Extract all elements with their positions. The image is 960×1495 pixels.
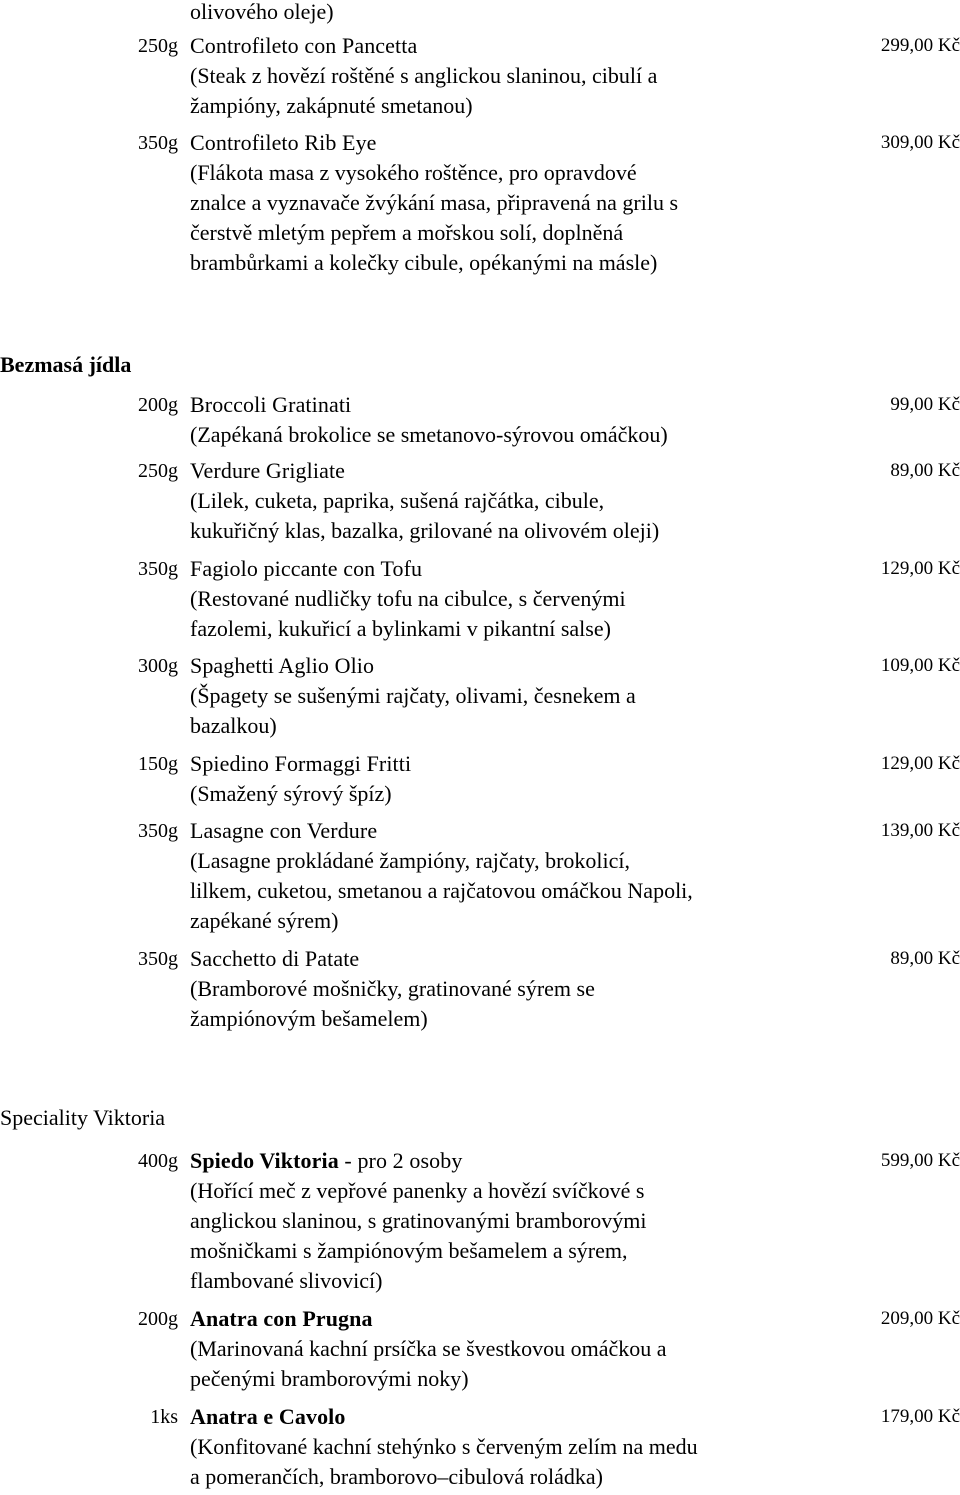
- item-description-line: zapékané sýrem): [190, 908, 339, 933]
- item-description-line: mošničkami s žampiónovým bešamelem a sýrem,: [190, 1238, 628, 1263]
- item-description-line: anglickou slaninou, s gratinovanými bramborovými: [190, 1208, 647, 1233]
- item-weight: 400g: [138, 1150, 178, 1172]
- item-price: 89,00 Kč: [890, 948, 960, 969]
- item-price: 129,00 Kč: [880, 558, 960, 579]
- item-description-line: pečenými bramborovými noky): [190, 1366, 469, 1391]
- item-weight: 350g: [138, 948, 178, 970]
- item-name: Verdure Grigliate: [190, 458, 346, 483]
- item-description-line: žampióny, zakápnuté smetanou): [190, 93, 473, 118]
- item-price: 209,00 Kč: [880, 1308, 960, 1329]
- item-description-line: (Bramborové mošničky, gratinované sýrem se: [190, 976, 595, 1001]
- item-description-line: (Flákota masa z vysokého roštěnce, pro opravdové: [190, 160, 637, 185]
- item-price: 109,00 Kč: [880, 655, 960, 676]
- item-weight: 200g: [138, 1308, 178, 1330]
- item-description-line: fazolemi, kukuřicí a bylinkami v pikantní salse): [190, 616, 611, 641]
- item-name-bold: Spiedo Viktoria: [190, 1148, 339, 1173]
- item-name: [190, 1146, 830, 1176]
- item-description-line: (Restované nudličky tofu na cibulce, s červenými: [190, 586, 626, 611]
- item-description-line: brambůrkami a kolečky cibule, opékanými na másle): [190, 250, 658, 275]
- item-name: Anatra e Cavolo: [190, 1404, 346, 1429]
- item-price: 179,00 Kč: [880, 1406, 960, 1427]
- item-description-line: flambované slivovicí): [190, 1268, 383, 1293]
- item-name: Lasagne con Verdure: [190, 818, 378, 843]
- item-description-line: (Lilek, cuketa, paprika, sušená rajčátka, cibule,: [190, 488, 605, 513]
- item-description-line: (Hořící meč z vepřové panenky a hovězí svíčkové s: [190, 1178, 645, 1203]
- item-weight: 250g: [138, 35, 178, 57]
- item-name: Spaghetti Aglio Olio: [190, 653, 375, 678]
- item-description-line: (Konfitované kachní stehýnko s červeným zelím na medu: [190, 1434, 698, 1459]
- item-description-line: olivového oleje): [190, 0, 334, 24]
- item-description-line: čerstvě mletým pepřem a mořskou solí, doplněná: [190, 220, 624, 245]
- item-description-line: (Steak z hovězí roštěné s anglickou slaninou, cibulí a: [190, 63, 658, 88]
- item-weight: 350g: [138, 558, 178, 580]
- item-description-line: a pomerančích, bramborovo–cibulová roládka): [190, 1464, 603, 1489]
- item-weight: 350g: [138, 132, 178, 154]
- item-price: 299,00 Kč: [880, 35, 960, 56]
- item-name: Sacchetto di Patate: [190, 946, 360, 971]
- item-price: 129,00 Kč: [880, 753, 960, 774]
- item-description-line: žampiónovým bešamelem): [190, 1006, 428, 1031]
- item-name-suffix: - pro 2 osoby: [338, 1148, 463, 1173]
- item-name: Anatra con Prugna: [190, 1306, 373, 1331]
- item-description-line: lilkem, cuketou, smetanou a rajčatovou omáčkou Napoli,: [190, 878, 693, 903]
- item-name: Fagiolo piccante con Tofu: [190, 556, 423, 581]
- item-weight: 200g: [138, 394, 178, 416]
- item-name: Controfileto con Pancetta: [190, 33, 418, 58]
- item-price: 139,00 Kč: [880, 820, 960, 841]
- item-price: 309,00 Kč: [880, 132, 960, 153]
- item-price: 599,00 Kč: [880, 1150, 960, 1171]
- menu-page: olivového oleje) 250g Controfileto con Pancetta (Steak z hovězí roštěné s anglickou slaninou, cibulí a žampióny, zakápnuté smetanou) 299,00 Kč 350g Controfileto Rib Eye (Flákota masa z vysokého roštěnce, pro opravdové znalce a vyznavače žvýkání masa, připravená na grilu s čerstvě mletým pepřem a mořskou solí, doplněná brambůrkami a kolečky cibule, opékanými na másle) 309,00 Kč Bezmasá jídla 200g Broccoli Gratinati (Zapékaná brokolice se smetanovo-sýrovou omáčkou) 99,00 Kč 250g Verdure Grigliate (Lilek, cuketa, paprika, sušená rajčátka, cibule, kukuřičný klas, bazalka, grilované na olivovém oleji) 89,00 Kč 350g Fagiolo piccante con Tofu (Restované nudličky tofu na cibulce, s červenými fazolemi, kukuřicí a bylinkami v pikantní salse) 129,00 Kč 300g Spaghetti Aglio Olio (Špagety se sušenými rajčaty, olivami, česnekem a bazalkou) 109,00 Kč 150g Spiedino Formaggi Fritti (Smažený sýrový špíz) 129,00 Kč 350g Lasagne con Verdure (Lasagne prokládané žampióny, rajčaty, brokolicí, lilkem, cuketou, smetanou a rajčatovou omáčkou Napoli, zapékané sýrem) 139,00 Kč 350g Sacchetto di Patate (Bramborové mošničky, gratinované sýrem se žampiónovým bešamelem) 89,00 Kč Speciality Viktoria 400g Spiedo Viktoria - pro 2 osoby (Hořící meč z vepřové panenky a hovězí svíčkové s anglickou slaninou, s gratinovanými bramborovými mošničkami s žampiónovým bešamelem a sýrem, flambované slivovicí) 599,00 Kč 200g Anatra con Prugna (Marinovaná kachní prsíčka se švestkovou omáčkou a pečenými bramborovými noky) 209,00 Kč 1ks Anatra e Cavolo (Konfitované kachní stehýnko s červeným zelím na medu a pomerančích, bramborovo–cibulová roládka) 179,00 Kč: [0, 0, 960, 1495]
- item-description-line: (Marinovaná kachní prsíčka se švestkovou omáčkou a: [190, 1336, 667, 1361]
- item-weight: 1ks: [150, 1406, 178, 1428]
- item-weight: 300g: [138, 655, 178, 677]
- item-description-line: (Lasagne prokládané žampióny, rajčaty, brokolicí,: [190, 848, 631, 873]
- item-description-line: bazalkou): [190, 713, 277, 738]
- item-name: Spiedino Formaggi Fritti: [190, 751, 412, 776]
- item-weight: 150g: [138, 753, 178, 775]
- item-price: 99,00 Kč: [890, 394, 960, 415]
- item-description-line: (Smažený sýrový špíz): [190, 781, 392, 806]
- item-weight: 350g: [138, 820, 178, 842]
- item-name: Broccoli Gratinati: [190, 392, 352, 417]
- item-description-line: kukuřičný klas, bazalka, grilované na olivovém oleji): [190, 518, 660, 543]
- item-description-line: znalce a vyznavače žvýkání masa, připravená na grilu s: [190, 190, 679, 215]
- item-description-line: (Špagety se sušenými rajčaty, olivami, česnekem a: [190, 683, 636, 708]
- item-weight: 250g: [138, 460, 178, 482]
- item-name: Controfileto Rib Eye: [190, 130, 377, 155]
- item-description-line: (Zapékaná brokolice se smetanovo-sýrovou omáčkou): [190, 422, 668, 447]
- item-price: 89,00 Kč: [890, 460, 960, 481]
